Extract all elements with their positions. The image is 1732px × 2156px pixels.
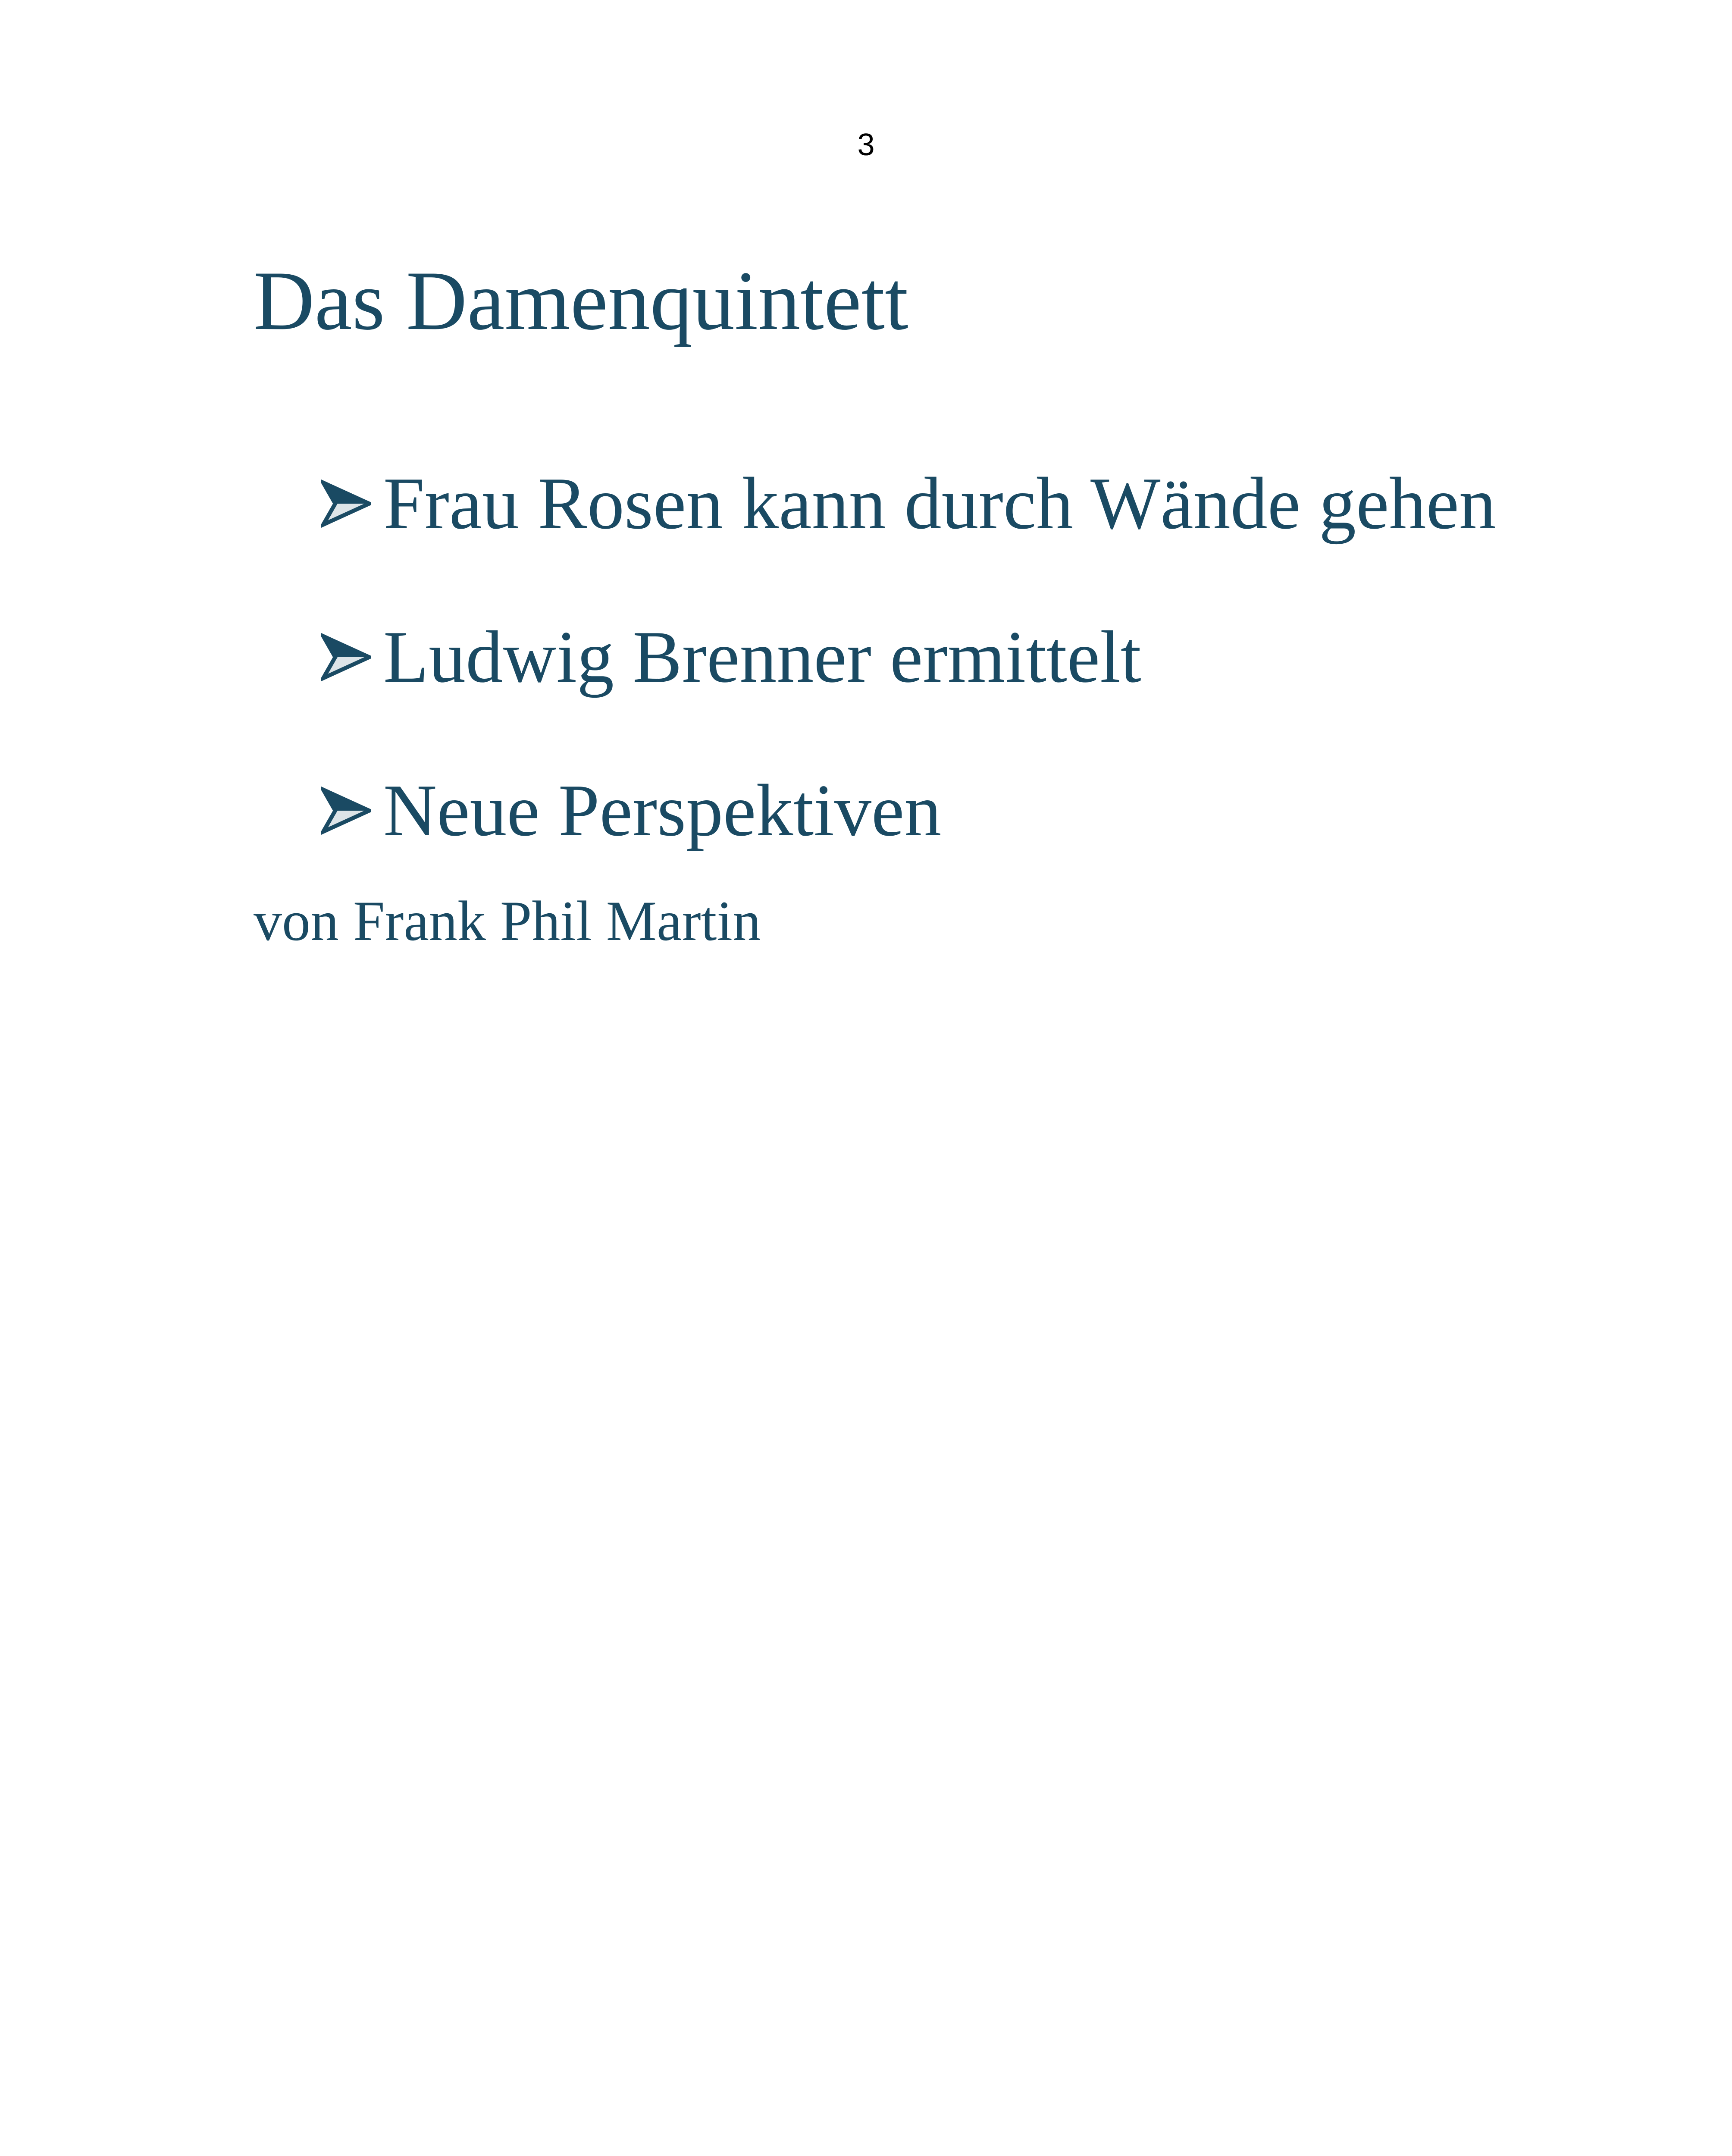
arrow-bullet-icon [321, 479, 371, 529]
bullet-text: Neue Perspektiven [383, 770, 942, 852]
document-title: Das Damenquintett [254, 254, 908, 348]
bullet-list [321, 427, 1496, 887]
bullet-item [321, 734, 1496, 887]
bullet-text: Frau Rosen kann durch Wände gehen [383, 463, 1496, 545]
author-line: von Frank Phil Martin [254, 889, 761, 953]
arrow-bullet-icon [321, 786, 371, 836]
bullet-text: Ludwig Brenner ermittelt [383, 616, 1141, 698]
page-number: 3 [857, 128, 875, 162]
bullet-item [321, 580, 1496, 734]
arrow-bullet-icon [321, 632, 371, 682]
bullet-item [321, 427, 1496, 580]
